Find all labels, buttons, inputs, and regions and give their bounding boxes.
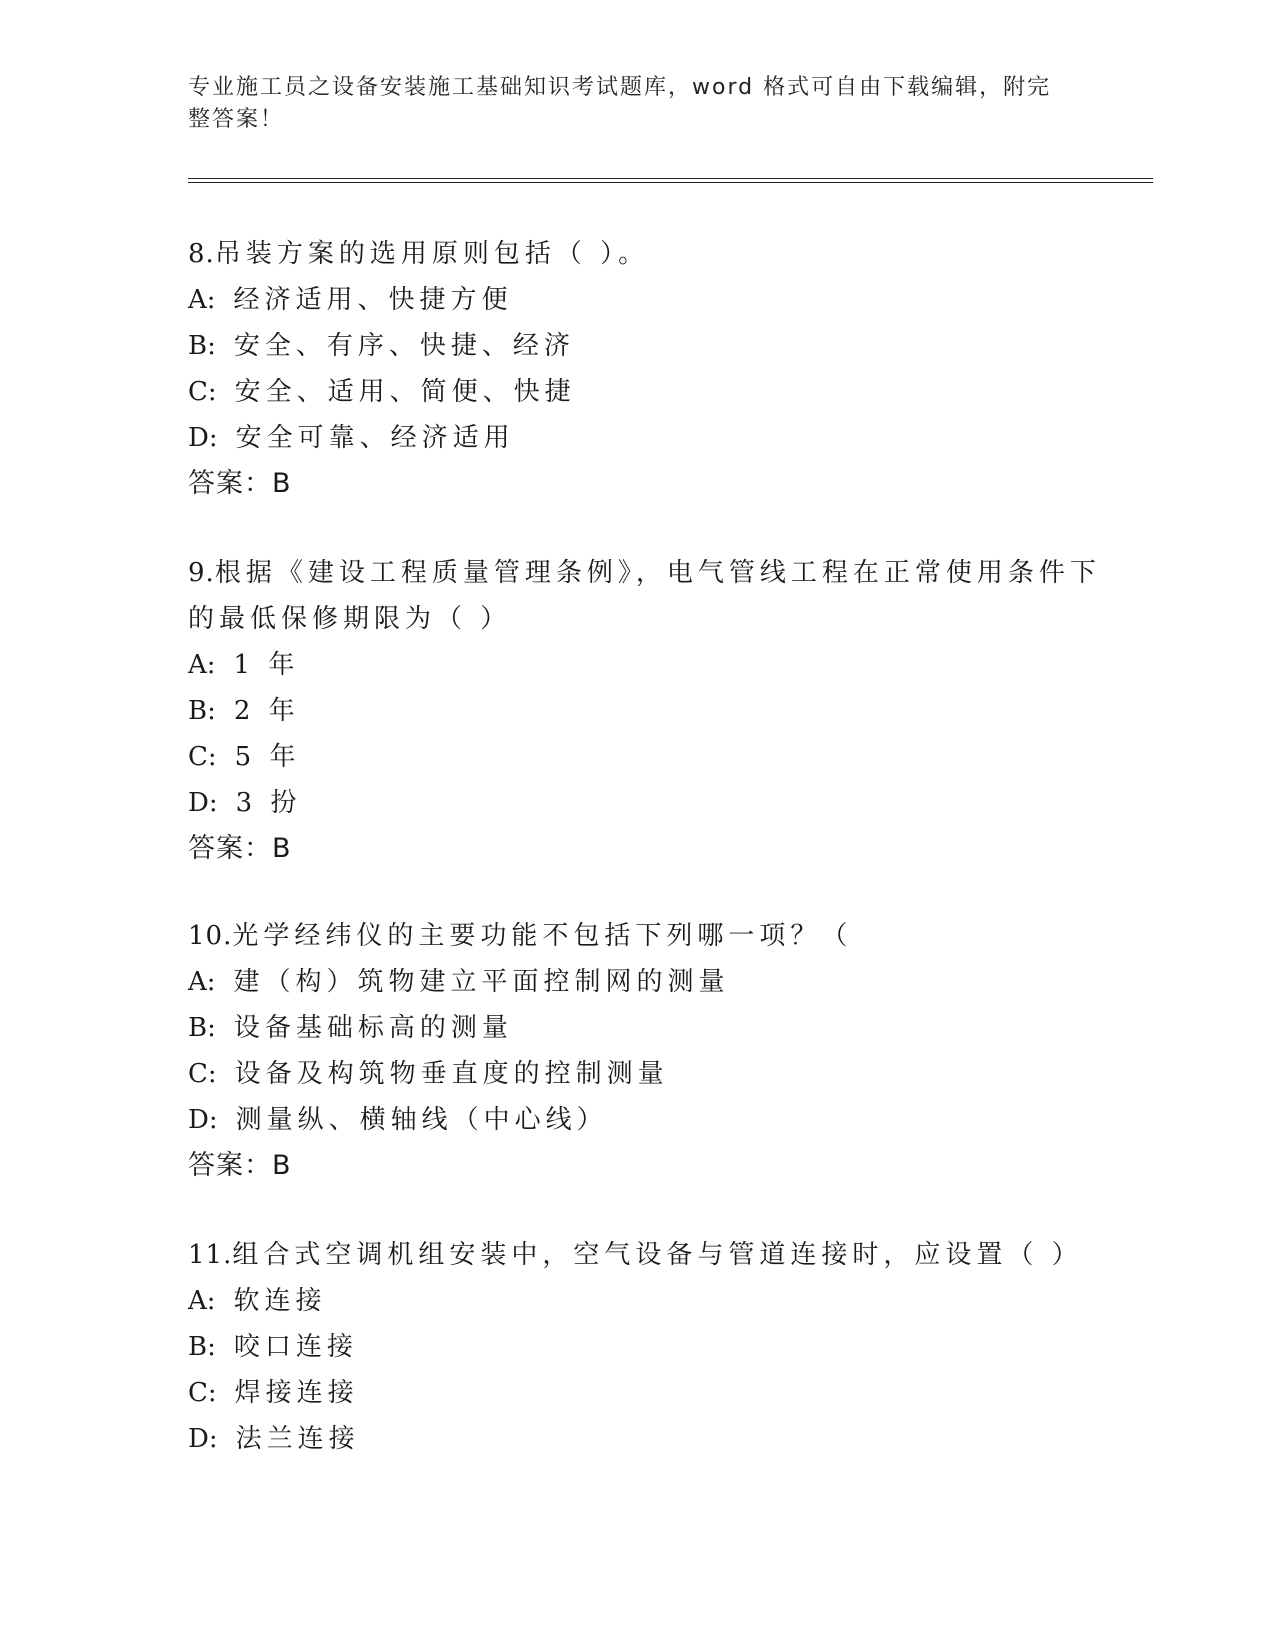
- option-b: [188, 688, 1088, 734]
- option-text: 安全可靠、经济适用: [235, 423, 515, 453]
- option-a: [188, 277, 1088, 323]
- option-d: [188, 1416, 1088, 1462]
- option-b: [188, 1324, 1088, 1370]
- option-text: 设备及构筑物垂直度的控制测量: [234, 1059, 669, 1089]
- answer: 答案：B: [188, 468, 292, 499]
- option-letter: D:: [188, 1105, 218, 1135]
- question-9: [188, 550, 1101, 872]
- option-letter: B:: [188, 331, 216, 361]
- option-letter: C:: [188, 377, 217, 407]
- option-text: 安全、有序、快捷、经济: [233, 331, 575, 361]
- option-d: [188, 1097, 1088, 1143]
- option-a: [188, 1278, 1088, 1324]
- question-8: [188, 231, 1088, 507]
- answer: 答案：B: [188, 1150, 292, 1181]
- question-text: 光学经纬仪的主要功能不包括下列哪一项？（: [232, 921, 853, 951]
- option-letter: B:: [188, 1332, 216, 1362]
- header-line-2: 整答案！: [188, 107, 285, 132]
- option-a: [188, 959, 1088, 1005]
- option-text: 法兰连接: [235, 1424, 360, 1454]
- question-stem-continued: 的最低保修期限为（ ）: [188, 604, 512, 634]
- option-text: 建（构）筑物建立平面控制网的测量: [233, 967, 730, 997]
- question-text: 吊装方案的选用原则包括（ ）。: [214, 239, 650, 269]
- option-c: [188, 369, 1088, 415]
- option-text: 3 扮: [235, 788, 302, 818]
- option-b: [188, 1005, 1088, 1051]
- option-letter: D:: [188, 423, 218, 453]
- question-text: 组合式空调机组安装中，空气设备与管道连接时，应设置（ ）: [232, 1240, 1083, 1270]
- option-text: 经济适用、快捷方便: [233, 285, 513, 315]
- option-letter: B:: [188, 696, 216, 726]
- answer: 答案：B: [188, 833, 292, 864]
- option-c: [188, 1370, 1088, 1416]
- question-stem: [188, 550, 1101, 596]
- question-number: 8.: [188, 239, 215, 269]
- option-letter: C:: [188, 1378, 217, 1408]
- option-letter: A:: [188, 285, 216, 315]
- question-number: 9.: [188, 558, 215, 588]
- header-divider-top: [188, 178, 1153, 179]
- option-text: 安全、适用、简便、快捷: [234, 377, 576, 407]
- option-letter: B:: [188, 1013, 216, 1043]
- question-stem: [188, 913, 1088, 959]
- question-stem: [188, 1232, 1088, 1278]
- option-c: [188, 734, 1088, 780]
- option-d: [188, 780, 1088, 826]
- option-a: [188, 642, 1088, 688]
- question-10: [188, 913, 1088, 1189]
- document-header: [188, 72, 1068, 136]
- option-letter: D:: [188, 788, 218, 818]
- question-stem: [188, 231, 1088, 277]
- option-text: 焊接连接: [234, 1378, 359, 1408]
- option-c: [188, 1051, 1088, 1097]
- option-letter: C:: [188, 1059, 217, 1089]
- option-letter: D:: [188, 1424, 218, 1454]
- question-text: 根据《建设工程质量管理条例》，电气管线工程在正常使用条件下: [214, 558, 1101, 588]
- option-text: 设备基础标高的测量: [233, 1013, 513, 1043]
- question-number: 10.: [188, 921, 233, 951]
- header-divider-bottom: [188, 182, 1153, 183]
- option-d: [188, 415, 1088, 461]
- option-letter: A:: [188, 967, 216, 997]
- option-b: [188, 323, 1088, 369]
- option-text: 测量纵、横轴线（中心线）: [235, 1105, 608, 1135]
- option-text: 1 年: [233, 650, 300, 680]
- option-text: 2 年: [233, 696, 300, 726]
- option-letter: A:: [188, 650, 216, 680]
- option-letter: C:: [188, 742, 217, 772]
- option-text: 软连接: [233, 1286, 327, 1316]
- question-11: [188, 1232, 1088, 1462]
- option-text: 5 年: [234, 742, 301, 772]
- header-line-1: 专业施工员之设备安装施工基础知识考试题库，word 格式可自由下载编辑，附完: [188, 75, 1052, 100]
- option-letter: A:: [188, 1286, 216, 1316]
- question-number: 11.: [188, 1240, 233, 1270]
- option-text: 咬口连接: [233, 1332, 358, 1362]
